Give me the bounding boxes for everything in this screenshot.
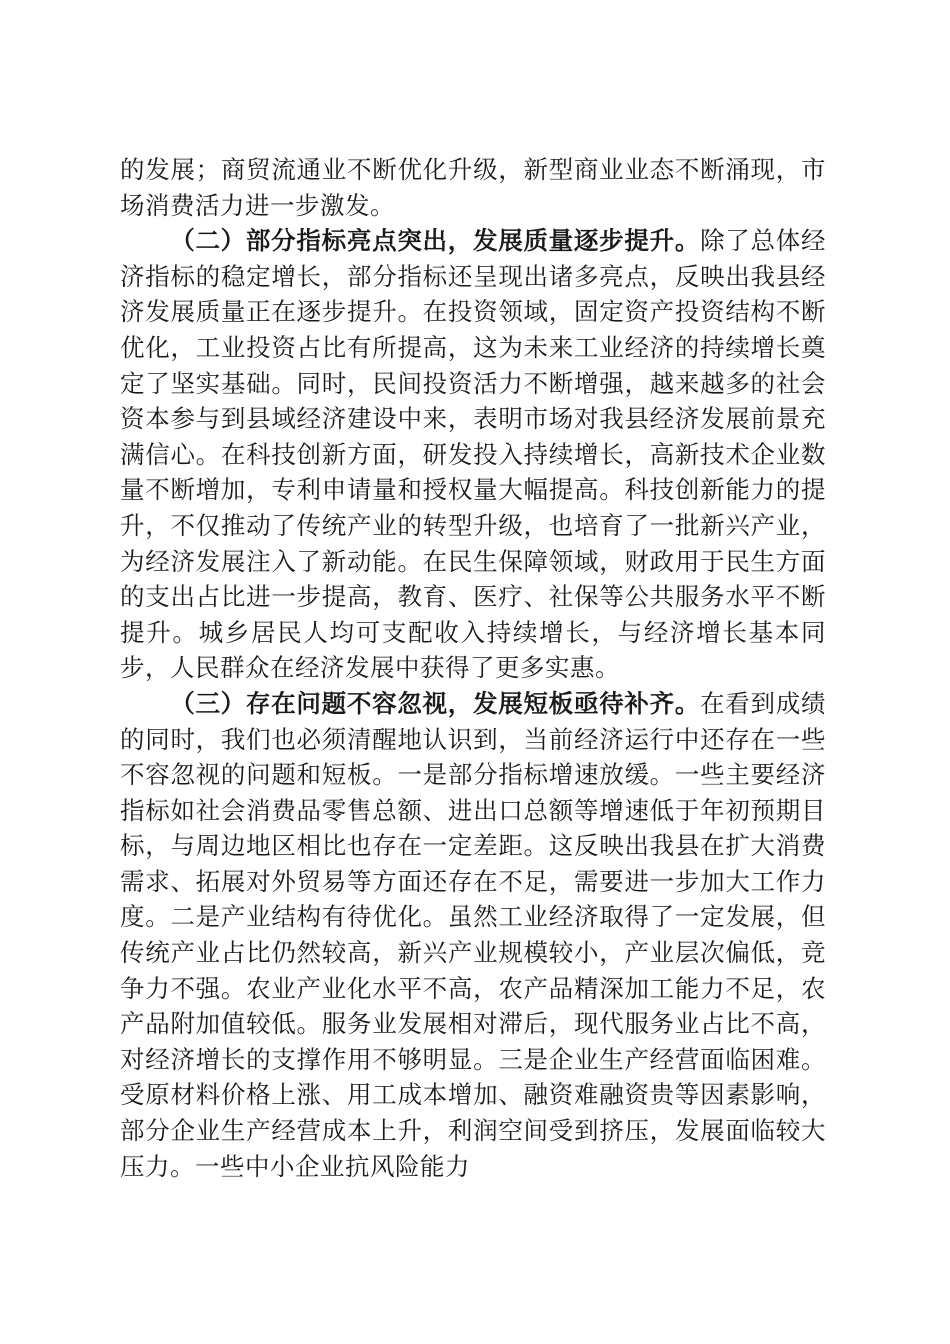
paragraph-continuation xyxy=(120,152,826,223)
paragraph-section-2 xyxy=(120,223,826,686)
section-heading: （二）部分指标亮点突出，发展质量逐步提升。 xyxy=(170,226,701,256)
paragraph-body: 的发展；商贸流通业不断优化升级，新型商业业态不断涌现，市场消费活力进一步激发。 xyxy=(120,155,826,220)
section-heading: （三）存在问题不容忽视，发展短板亟待补齐。 xyxy=(170,688,701,718)
paragraph-section-3 xyxy=(120,686,826,1184)
paragraph-body: 在看到成绩的同时，我们也必须清醒地认识到，当前经济运行中还存在一些不容忽视的问题和短板。一是部分指标增速放缓。一些主要经济指标如社会消费品零售总额、进出口总额等增速低于年初预期目标，与周边地区相比也存在一定差距。这反映出我县在扩大消费需求、拓展对外贸易等方面还存在不足，需要进一步加大工作力度。二是产业结构有待优化。虽然工业经济取得了一定发展，但传统产业占比仍然较高，新兴产业规模较小，产业层次偏低，竞争力不强。农业产业化水平不高，农产品精深加工能力不足，农产品附加值较低。服务业发展相对滞后，现代服务业占比不高，对经济增长的支撑作用不够明显。三是企业生产经营面临困难。受原材料价格上涨、用工成本增加、融资难融资贵等因素影响，部分企业生产经营成本上升，利润空间受到挤压，发展面临较大压力。一些中小企业抗风险能力 xyxy=(120,688,827,1181)
paragraph-body: 除了总体经济指标的稳定增长，部分指标还呈现出诸多亮点，反映出我县经济发展质量正在逐步提升。在投资领域，固定资产投资结构不断优化，工业投资占比有所提高，这为未来工业经济的持续增长奠定了坚实基础。同时，民间投资活力不断增强，越来越多的社会资本参与到县域经济建设中来，表明市场对我县经济发展前景充满信心。在科技创新方面，研发投入持续增长，高新技术企业数量不断增加，专利申请量和授权量大幅提高。科技创新能力的提升，不仅推动了传统产业的转型升级，也培育了一批新兴产业，为经济发展注入了新动能。在民生保障领域，财政用于民生方面的支出占比进一步提高，教育、医疗、社保等公共服务水平不断提升。城乡居民人均可支配收入持续增长，与经济增长基本同步，人民群众在经济发展中获得了更多实惠。 xyxy=(120,226,827,683)
document-page xyxy=(120,152,826,1184)
